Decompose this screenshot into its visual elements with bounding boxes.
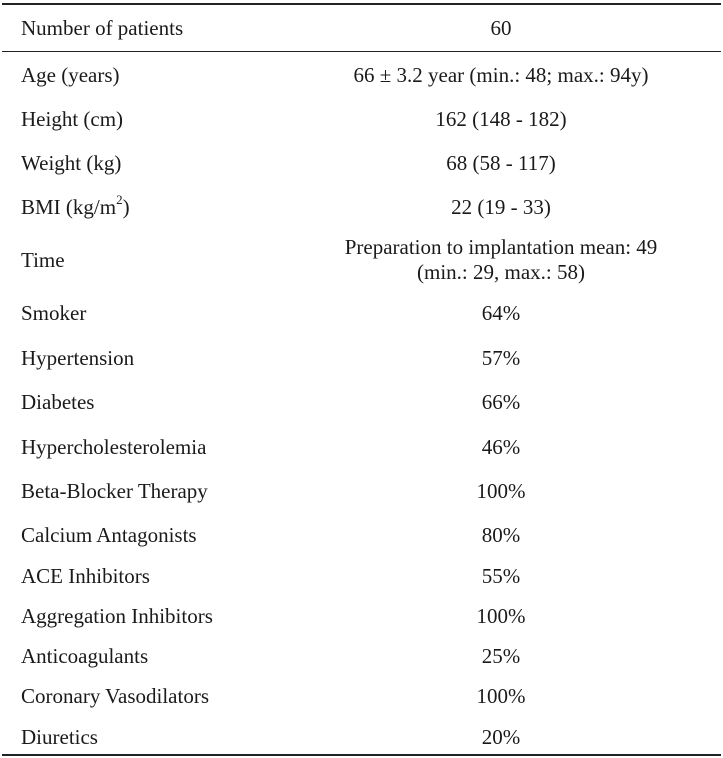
row-value: 66% [481, 390, 521, 414]
row-label: Aggregation Inhibitors [21, 604, 213, 628]
table-row [2, 716, 721, 758]
row-value: 100% [476, 479, 526, 503]
row-label: Diuretics [21, 725, 98, 749]
row-value: 57% [481, 345, 521, 370]
table-row [2, 140, 721, 185]
time-value-line-1: Preparation to implantation mean: 49 [344, 235, 658, 259]
row-label: Hypercholesterolemia [21, 434, 207, 459]
row-label [2, 185, 289, 229]
row-value: 80% [481, 522, 521, 547]
row-value: 66 ± 3.2 year (min.: 48; max.: 94y) [353, 62, 649, 87]
table-row [2, 51, 721, 98]
table-row [2, 229, 721, 291]
table-row [2, 556, 721, 596]
table-header-row [2, 5, 721, 51]
row-value: 20% [481, 725, 521, 749]
row-value: 55% [481, 564, 521, 588]
row-value: 162 (148 - 182) [435, 107, 567, 131]
row-label: Beta-Blocker Therapy [21, 479, 208, 503]
row-value: 64% [481, 301, 521, 325]
row-value: 100% [476, 604, 526, 628]
table-row [2, 513, 721, 556]
row-label: Calcium Antagonists [21, 522, 197, 547]
table-row [2, 335, 721, 380]
row-value-multiline [289, 229, 721, 291]
row-label: Coronary Vasodilators [21, 684, 210, 708]
bmi-label-superscript: 2 [116, 192, 123, 207]
table-row [2, 98, 721, 140]
table-row [2, 185, 721, 229]
row-label: Hypertension [21, 345, 135, 370]
time-value-line-2: (min.: 29, max.: 58) [417, 260, 585, 284]
row-label: Weight (kg) [21, 150, 122, 175]
table-row [2, 636, 721, 676]
header-label: Number of patients [21, 16, 184, 40]
bmi-label-suffix: ) [122, 195, 130, 219]
row-label: Age (years) [21, 62, 120, 87]
table-row [2, 469, 721, 513]
row-label: Time [21, 248, 65, 272]
table-row [2, 676, 721, 716]
row-value: 100% [476, 684, 526, 708]
header-value: 60 [490, 16, 512, 40]
row-value: 25% [481, 644, 521, 668]
row-label: Anticoagulants [21, 644, 149, 668]
row-label: ACE Inhibitors [21, 564, 150, 588]
row-value: 46% [481, 434, 521, 459]
row-value: 68 (58 - 117) [446, 150, 556, 175]
row-label: Height (cm) [21, 107, 124, 131]
table-row [2, 596, 721, 636]
patient-characteristics-table [2, 5, 721, 758]
row-label: Diabetes [21, 390, 95, 414]
bmi-label-prefix: BMI (kg/m [21, 195, 117, 219]
row-value: 22 (19 - 33) [451, 195, 551, 219]
row-label: Smoker [21, 301, 87, 325]
table-row [2, 424, 721, 469]
table-row [2, 291, 721, 335]
table-row [2, 380, 721, 424]
